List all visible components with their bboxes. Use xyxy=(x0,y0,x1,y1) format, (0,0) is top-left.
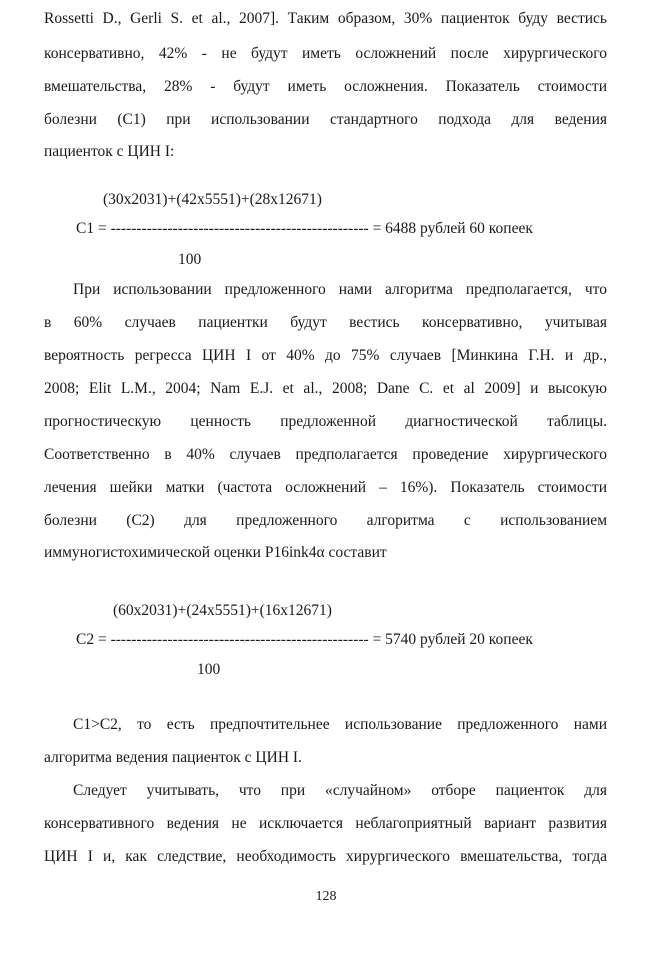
text-line: Соответственно в 40% случаев предполагается проведение хирургического xyxy=(44,446,607,463)
formula-2-result: = 5740 рублей 20 копеек xyxy=(368,631,533,648)
text-line: вероятность регресса ЦИН I от 40% до 75% случаев [Минкина Г.Н. и др., xyxy=(44,347,607,364)
text-line: Rossetti D., Gerli S. et al., 2007]. Таким образом, 30% пациенток буду вестись xyxy=(44,10,607,27)
text-line: консервативно, 42% - не будут иметь осложнений после хирургического xyxy=(44,45,607,62)
text-line: При использовании предложенного нами алгоритма предполагается, что xyxy=(73,281,607,298)
text-line: прогностическую ценность предложенной диагностической таблицы. xyxy=(44,413,607,430)
formula-1-result: = 6488 рублей 60 копеек xyxy=(368,220,533,237)
formula-2-fraction-bar: -------------------------------------------------- xyxy=(110,631,369,648)
text-line: иммуногистохимической оценки P16ink4α составит xyxy=(44,544,387,561)
text-line: С1>С2, то есть предпочтительнее использование предложенного нами xyxy=(73,716,607,733)
text-line: консервативного ведения не исключается неблагоприятный вариант развития xyxy=(44,815,607,832)
formula-2-numerator: (60х2031)+(24х5551)+(16х12671) xyxy=(113,602,332,619)
text-line: 2008; Elit L.M., 2004; Nam E.J. et al., 2008; Dane C. et al 2009] и высокую xyxy=(44,380,607,397)
text-line: пациенток с ЦИН I: xyxy=(44,143,175,160)
formula-1-lhs: С1 = xyxy=(76,220,111,237)
text-line: вмешательства, 28% - будут иметь осложнения. Показатель стоимости xyxy=(44,78,607,95)
formula-2-line xyxy=(76,630,533,650)
formula-1-numerator: (30х2031)+(42х5551)+(28х12671) xyxy=(103,191,322,208)
text-line: Следует учитывать, что при «случайном» отборе пациенток для xyxy=(73,782,607,799)
page-number: 128 xyxy=(315,889,337,904)
text-line: лечения шейки матки (частота осложнений – 16%). Показатель стоимости xyxy=(44,479,607,496)
text-line: ЦИН I и, как следствие, необходимость хирургического вмешательства, тогда xyxy=(44,848,607,865)
text-line: болезни (С1) при использовании стандартного подхода для ведения xyxy=(44,111,607,128)
text-line: алгоритма ведения пациенток с ЦИН I. xyxy=(44,749,302,766)
formula-1-denominator: 100 xyxy=(178,251,202,268)
formula-1-line xyxy=(76,219,533,239)
formula-1-fraction-bar: -------------------------------------------------- xyxy=(110,220,369,237)
text-line: болезни (С2) для предложенного алгоритма с использованием xyxy=(44,512,607,529)
formula-2-lhs: С2 = xyxy=(76,631,111,648)
formula-2-denominator: 100 xyxy=(197,661,221,678)
text-line: в 60% случаев пациентки будут вестись консервативно, учитывая xyxy=(44,314,607,331)
